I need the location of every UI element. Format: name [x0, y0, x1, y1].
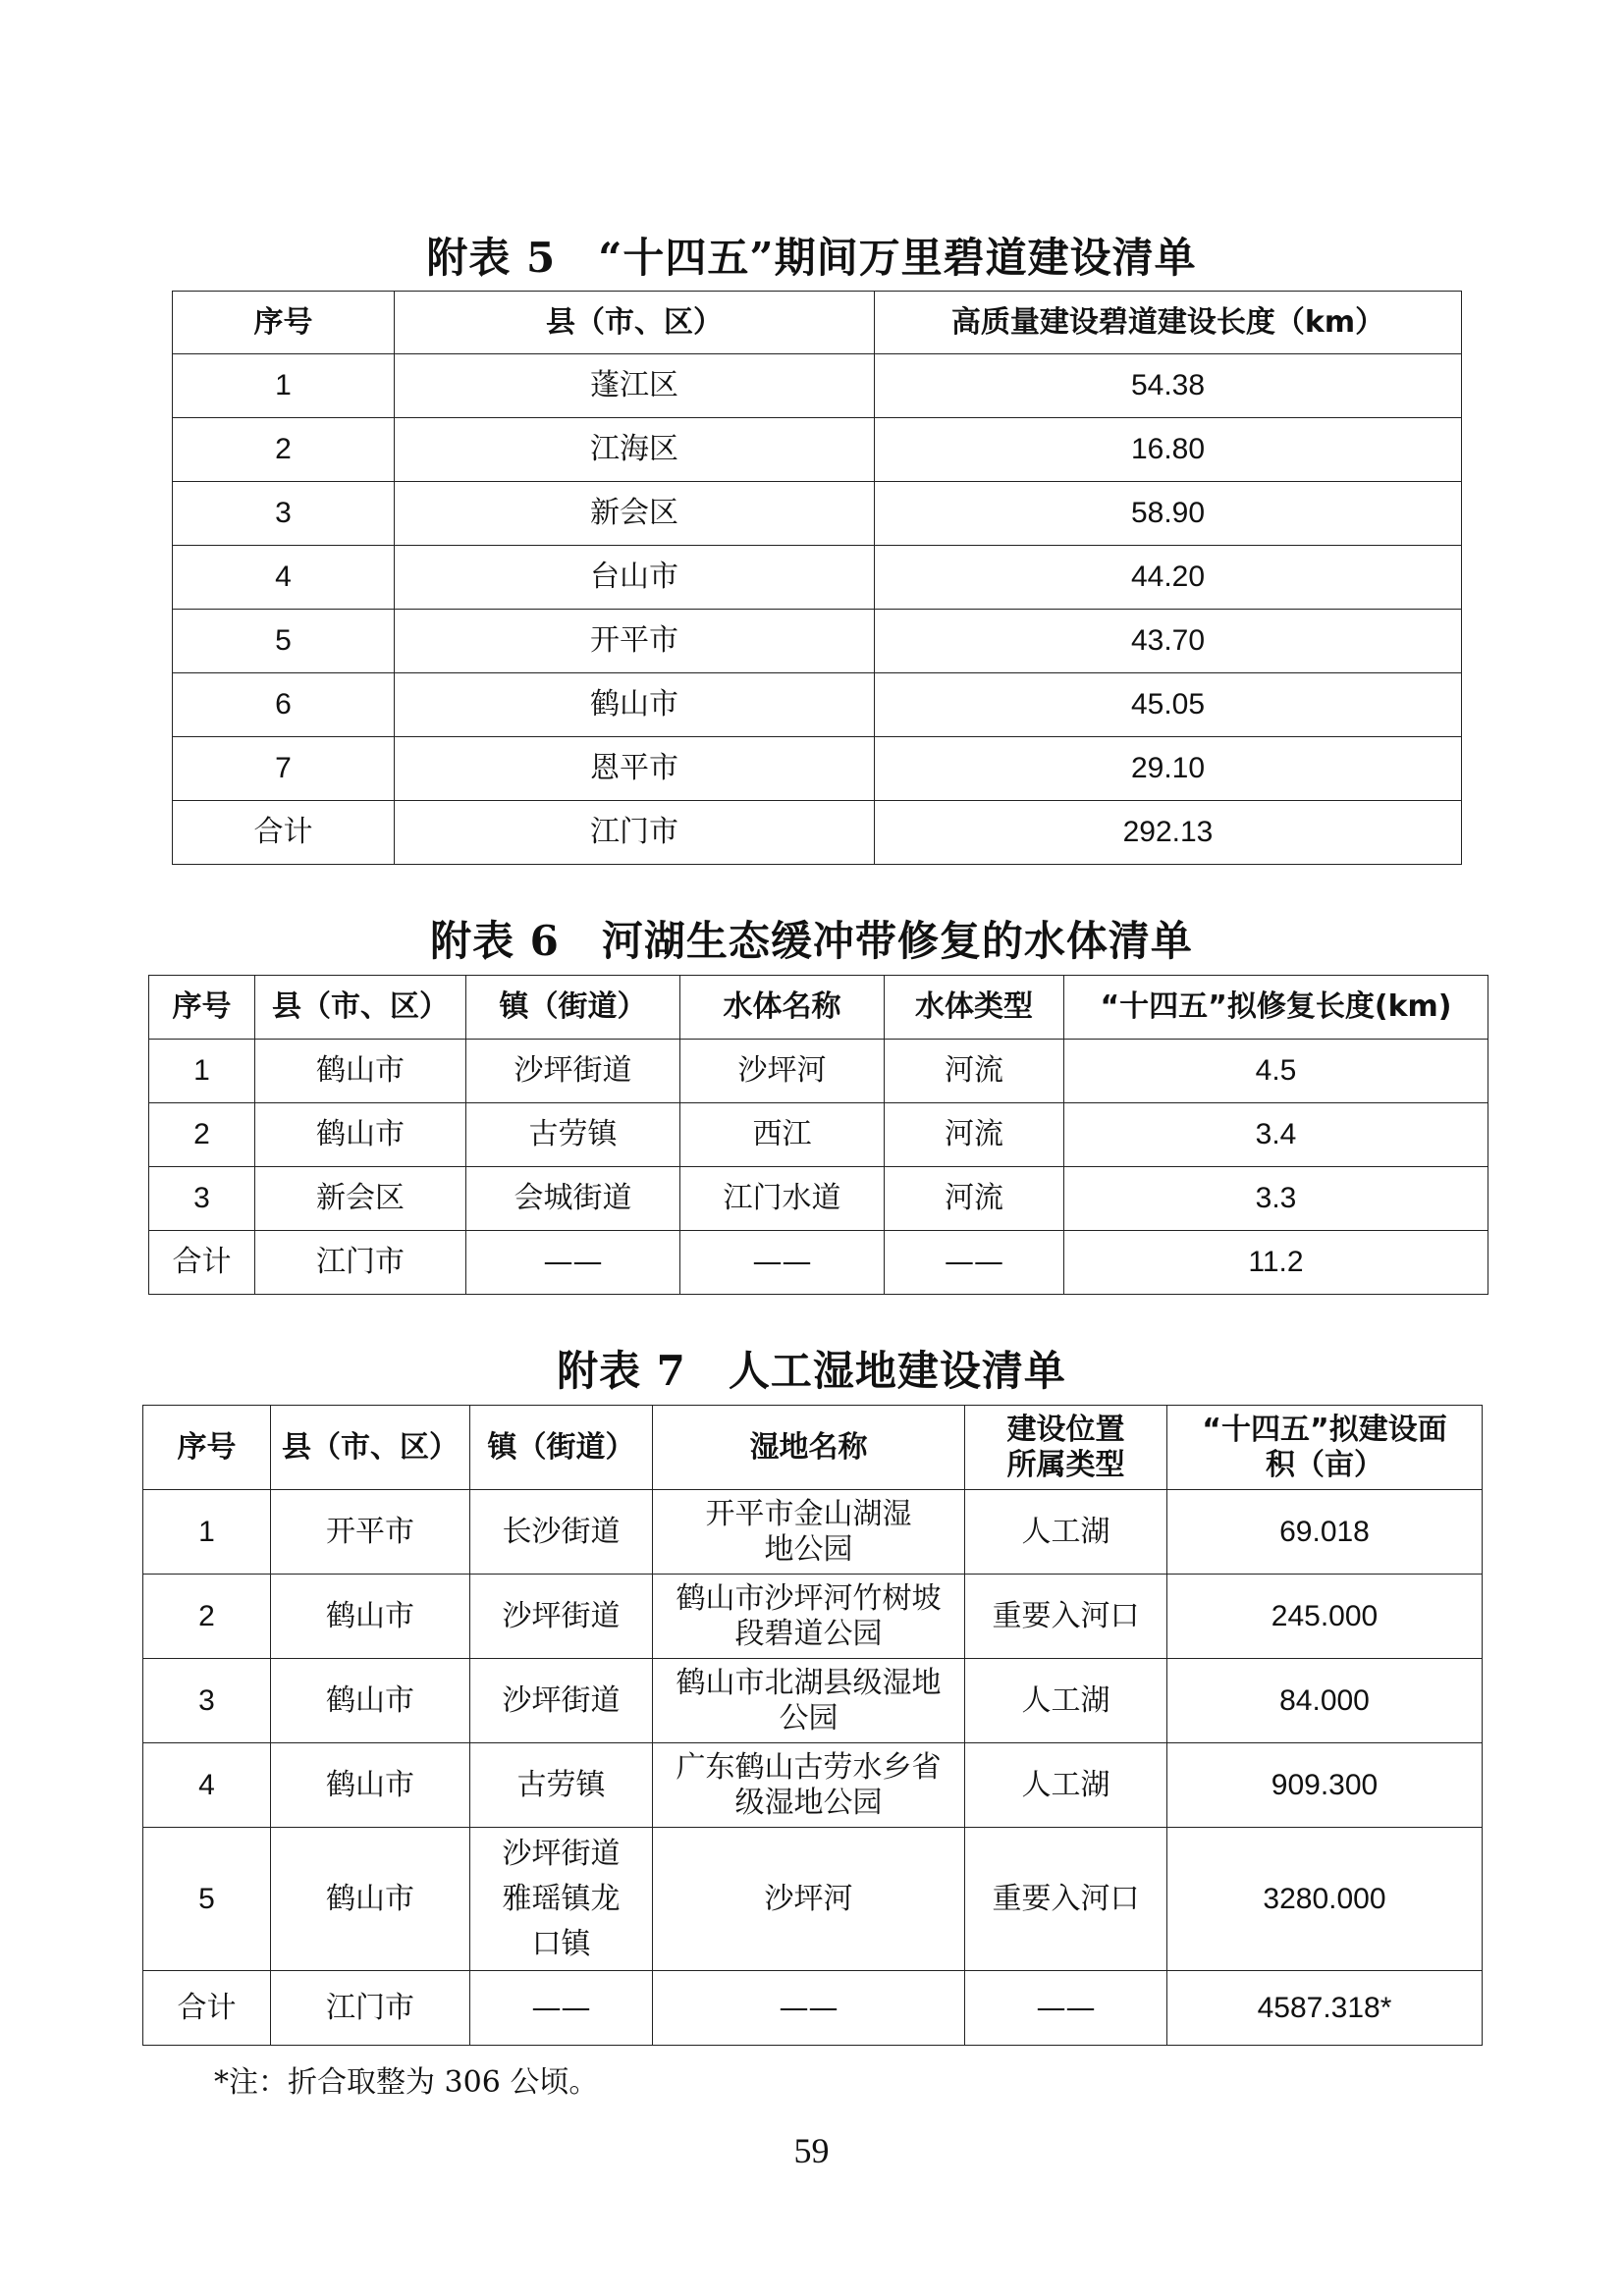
table-cell: 245.000: [1167, 1575, 1483, 1659]
table-cell: 蓬江区: [395, 354, 875, 418]
table-cell: ——: [466, 1231, 680, 1295]
table-cell: ——: [965, 1971, 1167, 2046]
table-cell: 4587.318*: [1167, 1971, 1483, 2046]
table-cell: 江门市: [255, 1231, 466, 1295]
page-number: 59: [793, 2131, 830, 2170]
table-cell: 河流: [885, 1040, 1064, 1103]
table-cell: 5: [173, 610, 395, 673]
table-cell: 909.300: [1167, 1743, 1483, 1828]
table-cell: ——: [885, 1231, 1064, 1295]
table5-title: 附表 5 “十四五”期间万里碧道建设清单: [426, 234, 1197, 282]
table5-header-cell: 县（市、区）: [395, 292, 875, 354]
table-cell: 开平市: [395, 610, 875, 673]
table-cell: 台山市: [395, 546, 875, 610]
table-cell: 鹤山市: [271, 1575, 470, 1659]
table-cell: 1: [149, 1040, 255, 1103]
table-cell: 58.90: [875, 482, 1462, 546]
table-cell: 1: [143, 1490, 271, 1575]
table-cell: 沙坪街道雅瑶镇龙口镇: [470, 1828, 653, 1971]
table5-header-cell: 高质量建设碧道建设长度（km）: [875, 292, 1462, 354]
table-cell: 6: [173, 673, 395, 737]
table-row: [143, 1743, 1483, 1828]
table-cell: 4.5: [1064, 1040, 1488, 1103]
table-cell: 沙坪街道: [470, 1659, 653, 1743]
table-cell: 11.2: [1064, 1231, 1488, 1295]
table-cell: 69.018: [1167, 1490, 1483, 1575]
table-row: [173, 482, 1462, 546]
table-cell: 16.80: [875, 418, 1462, 482]
table-row: [143, 1828, 1483, 1971]
table-total-row: [143, 1971, 1483, 2046]
table-cell: 合计: [149, 1231, 255, 1295]
table-cell: 江门市: [395, 801, 875, 865]
table6-header-cell: 镇（街道）: [466, 976, 680, 1040]
table-row: [143, 1659, 1483, 1743]
table-row: [149, 1103, 1488, 1167]
table-cell: 84.000: [1167, 1659, 1483, 1743]
table-cell: 鹤山市: [271, 1659, 470, 1743]
table-total-row: [149, 1231, 1488, 1295]
table-cell: 恩平市: [395, 737, 875, 801]
table-cell: 2: [143, 1575, 271, 1659]
table-cell: 鹤山市: [255, 1040, 466, 1103]
table-row: [149, 1167, 1488, 1231]
table-cell: 5: [143, 1828, 271, 1971]
table7-header-cell: 镇（街道）: [470, 1406, 653, 1490]
table6-header-cell: 县（市、区）: [255, 976, 466, 1040]
table7-header-cell: “十四五”拟建设面积（亩）: [1167, 1406, 1483, 1490]
table5-header-row: [173, 292, 1462, 354]
table7: [142, 1405, 1483, 2046]
table-cell: 7: [173, 737, 395, 801]
table-cell: 古劳镇: [466, 1103, 680, 1167]
table-row: [149, 1040, 1488, 1103]
table7-header-cell: 湿地名称: [653, 1406, 965, 1490]
table-cell: 鹤山市: [395, 673, 875, 737]
table7-header-cell: 县（市、区）: [271, 1406, 470, 1490]
table-row: [143, 1575, 1483, 1659]
table6-header-cell: 水体名称: [680, 976, 885, 1040]
table-cell: 292.13: [875, 801, 1462, 865]
table7-header-row: [143, 1406, 1483, 1490]
table-row: [173, 546, 1462, 610]
table-cell: 44.20: [875, 546, 1462, 610]
table-cell: 开平市金山湖湿地公园: [653, 1490, 965, 1575]
table-cell: 43.70: [875, 610, 1462, 673]
table-cell: 江门市: [271, 1971, 470, 2046]
table-cell: 合计: [173, 801, 395, 865]
table-cell: 新会区: [395, 482, 875, 546]
table-cell: 1: [173, 354, 395, 418]
table-cell: 3: [149, 1167, 255, 1231]
table-cell: 江海区: [395, 418, 875, 482]
table5-header-cell: 序号: [173, 292, 395, 354]
table-cell: 3: [143, 1659, 271, 1743]
table-cell: 鹤山市: [271, 1828, 470, 1971]
table-row: [143, 1490, 1483, 1575]
footnote: *注：折合取整为 306 公顷。: [214, 2065, 599, 2100]
table-cell: 45.05: [875, 673, 1462, 737]
table-cell: 2: [173, 418, 395, 482]
table-cell: 鹤山市北湖县级湿地公园: [653, 1659, 965, 1743]
table-cell: 鹤山市沙坪河竹树坡段碧道公园: [653, 1575, 965, 1659]
table-cell: 4: [143, 1743, 271, 1828]
table-row: [173, 418, 1462, 482]
table-cell: 长沙街道: [470, 1490, 653, 1575]
table-cell: 4: [173, 546, 395, 610]
table-cell: 沙坪街道: [470, 1575, 653, 1659]
table-cell: ——: [680, 1231, 885, 1295]
table-cell: 开平市: [271, 1490, 470, 1575]
table-cell: 沙坪河: [653, 1828, 965, 1971]
table-cell: 人工湖: [965, 1743, 1167, 1828]
table-cell: 2: [149, 1103, 255, 1167]
table-cell: 新会区: [255, 1167, 466, 1231]
table-cell: 沙坪街道: [466, 1040, 680, 1103]
table-cell: 鹤山市: [271, 1743, 470, 1828]
table-total-row: [173, 801, 1462, 865]
table-cell: 人工湖: [965, 1490, 1167, 1575]
table-row: [173, 673, 1462, 737]
table-cell: 54.38: [875, 354, 1462, 418]
table6: [148, 975, 1488, 1295]
table7-header-cell: 序号: [143, 1406, 271, 1490]
table-cell: 人工湖: [965, 1659, 1167, 1743]
table7-header-cell: 建设位置所属类型: [965, 1406, 1167, 1490]
table-cell: 鹤山市: [255, 1103, 466, 1167]
table6-header-cell: “十四五”拟修复长度(km): [1064, 976, 1488, 1040]
table6-header-row: [149, 976, 1488, 1040]
table6-title: 附表 6 河湖生态缓冲带修复的水体清单: [430, 917, 1193, 965]
table-cell: 重要入河口: [965, 1828, 1167, 1971]
table-cell: 广东鹤山古劳水乡省级湿地公园: [653, 1743, 965, 1828]
table-row: [173, 610, 1462, 673]
table-cell: 会城街道: [466, 1167, 680, 1231]
table-cell: 合计: [143, 1971, 271, 2046]
table-cell: 河流: [885, 1167, 1064, 1231]
table-cell: 3.3: [1064, 1167, 1488, 1231]
table6-header-cell: 序号: [149, 976, 255, 1040]
table-cell: ——: [653, 1971, 965, 2046]
table-cell: 重要入河口: [965, 1575, 1167, 1659]
table-cell: ——: [470, 1971, 653, 2046]
table-cell: 3.4: [1064, 1103, 1488, 1167]
table-row: [173, 737, 1462, 801]
table-row: [173, 354, 1462, 418]
table-cell: 29.10: [875, 737, 1462, 801]
table-cell: 河流: [885, 1103, 1064, 1167]
table-cell: 3: [173, 482, 395, 546]
table-cell: 沙坪河: [680, 1040, 885, 1103]
table-cell: 西江: [680, 1103, 885, 1167]
table5: [172, 291, 1462, 865]
table7-title: 附表 7 人工湿地建设清单: [557, 1347, 1066, 1395]
table-cell: 古劳镇: [470, 1743, 653, 1828]
table6-header-cell: 水体类型: [885, 976, 1064, 1040]
table-cell: 3280.000: [1167, 1828, 1483, 1971]
table-cell: 江门水道: [680, 1167, 885, 1231]
